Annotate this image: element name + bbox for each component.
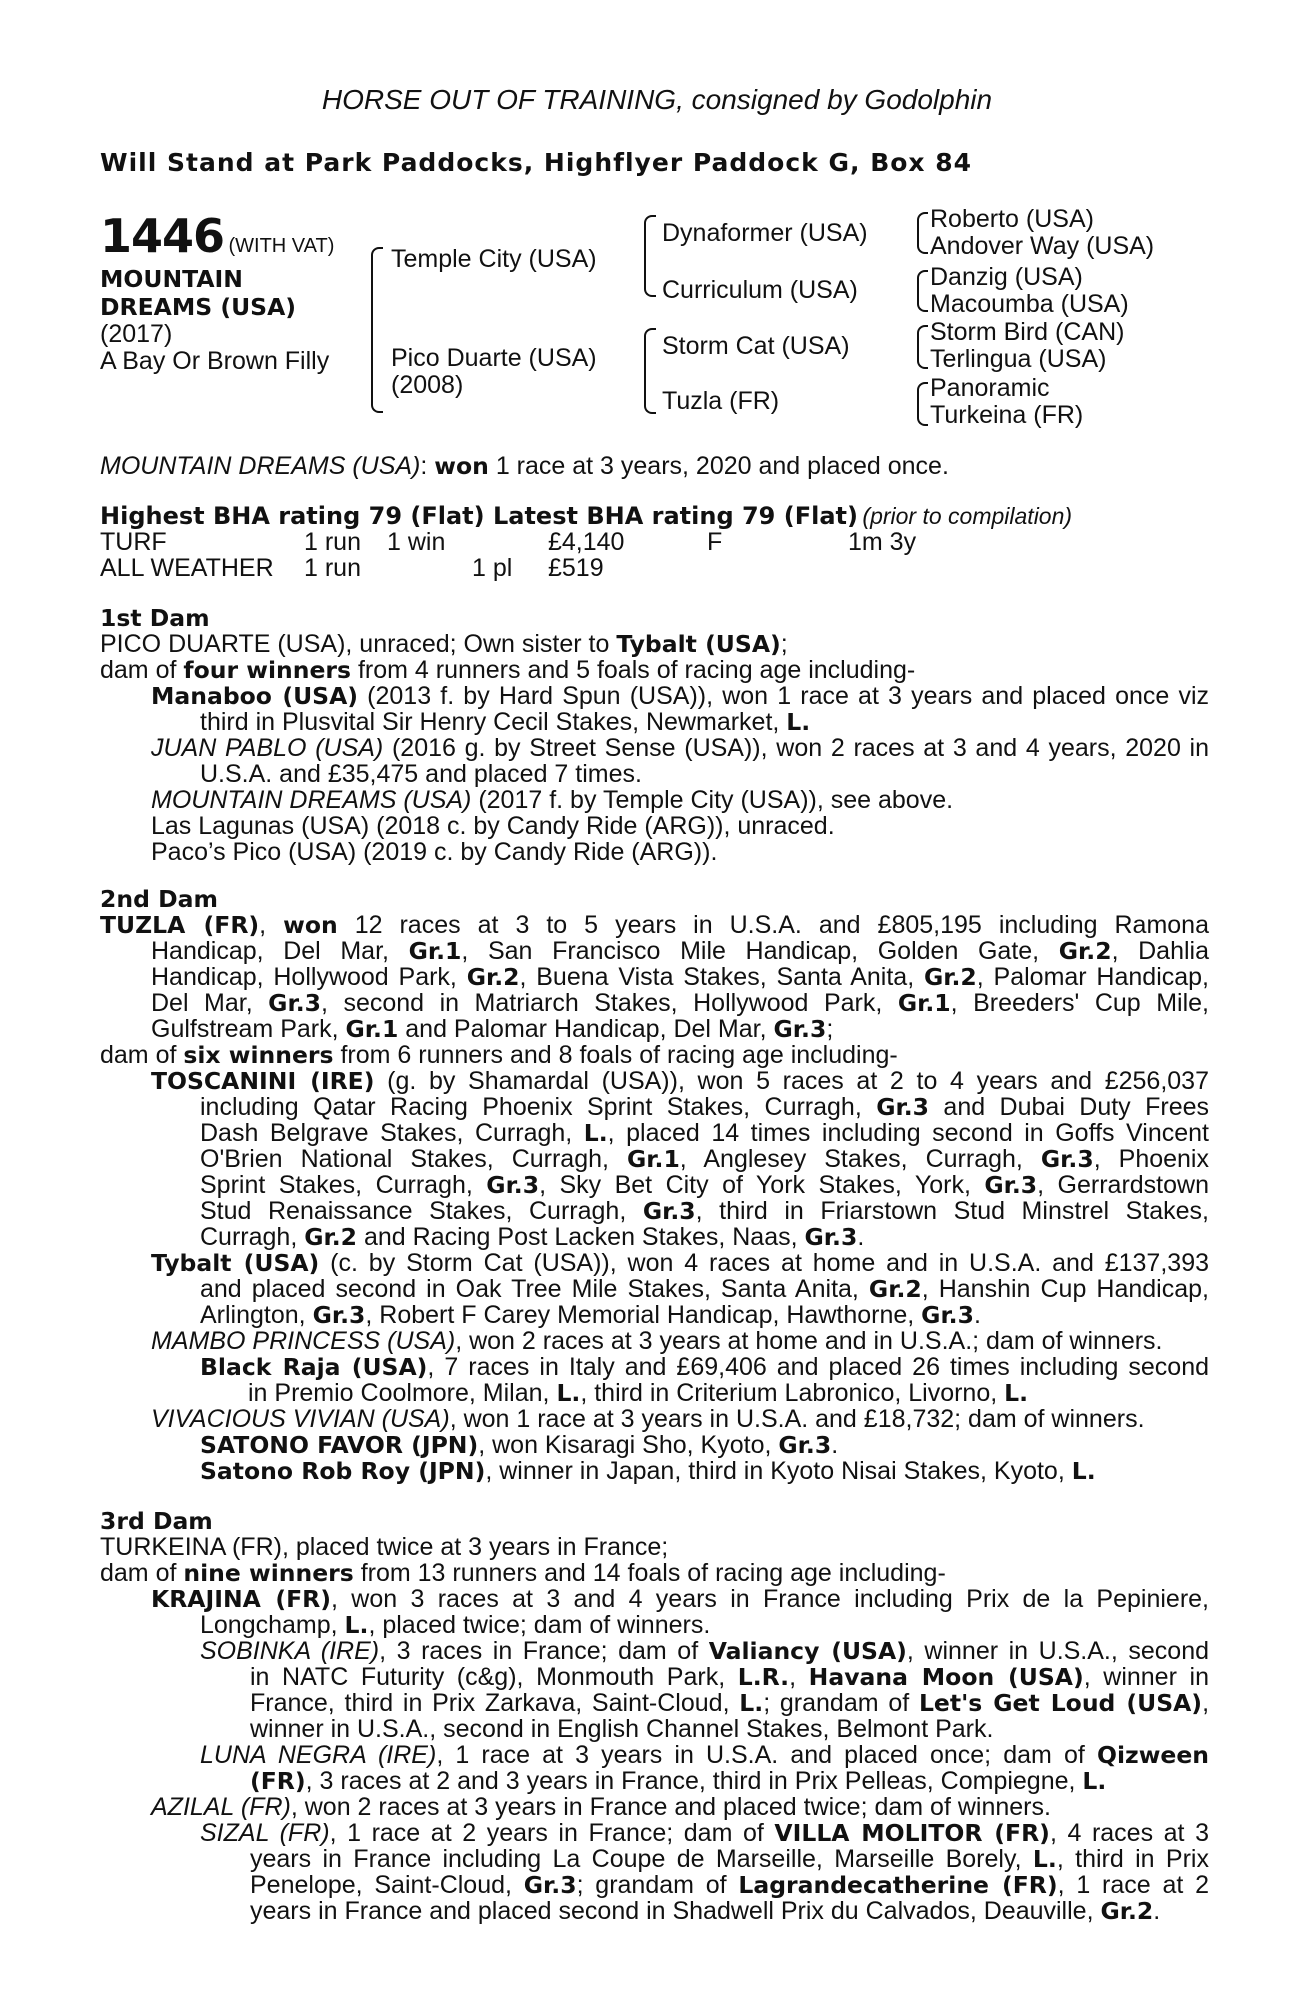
text-span: , 3 races at 2 and 3 years in France, third in Prix Pelleas, Compiegne, [305,1767,1083,1795]
summary-won: won [434,452,489,480]
text-span: including Qatar Racing Phoenix Sprint Stakes, Curragh, [200,1093,877,1121]
text-span: in Premio Coolmore, Milan, [248,1379,557,1407]
text-span: and Dubai Duty Frees [929,1093,1209,1121]
text-span: MOUNTAIN DREAMS (USA) [151,786,472,814]
text-span: Las Lagunas (USA) (2018 c. by Candy Ride (ARG)), unraced. [151,812,835,840]
text-span: , Dahlia [1111,937,1210,965]
dam2-line [200,1432,838,1458]
text-span: third in Plusvital Sir Henry Cecil Stakes, Newmarket, [200,708,787,736]
text-span: , 4 races at 3 [1049,1819,1209,1847]
text-span: Lagrandecatherine (FR) [738,1871,1058,1899]
dam3-line [250,1846,1209,1872]
places: 1 pl [472,554,513,582]
bracket [917,403,928,426]
text-span: , second in Matriarch Stakes, Hollywood Park, [320,989,898,1017]
dam1-line [151,813,835,839]
text-span: , Palomar Handicap, [976,963,1210,991]
bracket [917,382,928,405]
text-span: , won 1 race at 3 years in U.S.A. and £18,732; dam of winners. [449,1405,1145,1433]
bracket [644,255,656,297]
text-span: dam of [100,656,184,684]
text-span: Handicap, Hollywood Park, [151,963,467,991]
prize: £4,140 [548,528,625,556]
pedigree-sdd: Macoumba (USA) [930,290,1129,318]
text-span: , San Francisco Mile Handicap, Golden Gate, [461,937,1059,965]
text-span: , Gerrardstown [1037,1171,1209,1199]
dam2-line [200,1120,1209,1146]
text-span: Qizween [1096,1741,1210,1769]
pedigree-dam-dam: Tuzla (FR) [662,387,780,415]
text-span: TOSCANINI (IRE) [151,1067,375,1095]
dam3-line [200,1612,710,1638]
lot-year: (2017) [100,320,173,348]
summary-horse-name: MOUNTAIN DREAMS (USA) [100,452,421,480]
text-span: , 3 races in France; dam of [379,1637,709,1665]
bracket [917,325,928,348]
text-span: Gr.3 [312,1301,366,1329]
text-span: SOBINKA (IRE) [200,1637,380,1665]
dam2-line [200,1146,1209,1172]
text-span: Gr.3 [984,1171,1038,1199]
text-span: Black Raja (USA) [200,1353,428,1381]
dam3-line [250,1898,1160,1924]
text-span: , 1 race at 2 [1057,1871,1210,1899]
pedigree-ddd: Turkeina (FR) [930,401,1084,429]
text-span: Gr.3 [773,1015,827,1043]
text-span: , 7 races in Italy and £69,406 and placed 26 times including second [427,1353,1209,1381]
text-span: Gr.1 [626,1145,680,1173]
text-span: L. [1071,1457,1096,1485]
pedigree-ssd: Andover Way (USA) [930,232,1155,260]
text-span: L. [1032,1845,1057,1873]
bracket [917,346,928,369]
text-span: Gr.1 [897,989,951,1017]
text-span: Sprint Stakes, Curragh, [200,1171,487,1199]
text-span: Let's Get Loud (USA) [918,1689,1203,1717]
text-span: JUAN PABLO (USA) [151,734,384,762]
text-span: , Robert F Carey Memorial Handicap, Hawthorne, [365,1301,922,1329]
text-span: ; grandam of [576,1871,739,1899]
text-span: Gr.3 [778,1431,832,1459]
bracket [917,232,928,254]
text-span: , winner in U.S.A., second [906,1637,1209,1665]
dam2-line [200,1276,1209,1302]
dam3-line [200,1742,1209,1768]
text-span: Gr.3 [523,1871,577,1899]
summary-colon: : [420,452,435,480]
text-span: and Palomar Handicap, Del Mar, [398,1015,774,1043]
pedigree-sds: Danzig (USA) [930,263,1083,291]
text-span: , 1 race at 2 years in France; dam of [329,1819,775,1847]
text-span: nine winners [183,1559,354,1587]
text-span: Satono Rob Roy (JPN) [200,1457,486,1485]
section-heading: 1st Dam [100,604,210,632]
dam2-line [151,1250,1209,1276]
text-span: Manaboo (USA) [151,682,359,710]
text-span: Valiancy (USA) [708,1637,907,1665]
dam3-line [250,1716,993,1742]
text-span: , [789,1663,809,1691]
text-span: 12 races at 3 to 5 years in U.S.A. and £805,195 including Ramona [337,911,1209,939]
text-span: Gr.3 [486,1171,540,1199]
text-span: and placed second in Oak Tree Mile Stakes, Santa Anita, [200,1275,869,1303]
text-span: U.S.A. and £35,475 and placed 7 times. [200,760,642,788]
pedigree-dsd: Terlingua (USA) [930,345,1107,373]
text-span: Gulfstream Park, [151,1015,346,1043]
pedigree-dss: Storm Bird (CAN) [930,318,1125,346]
text-span: six winners [183,1041,334,1069]
pedigree-sire: Temple City (USA) [391,245,597,273]
text-span: L. [583,1119,608,1147]
text-span: , [259,911,284,939]
text-span: in NATC Futurity (c&g), Monmouth Park, [250,1663,738,1691]
text-span: TURKEINA (FR), placed twice at 3 years in France; [100,1533,669,1561]
text-span: AZILAL (FR) [151,1793,291,1821]
text-span: TUZLA (FR) [100,911,260,939]
text-span: , [1202,1689,1210,1717]
dam3-line [151,1586,1209,1612]
bracket [917,212,928,234]
summary-rest: 1 race at 3 years, 2020 and placed once. [488,452,949,480]
dam2-line [200,1458,1096,1484]
text-span: ; grandam of [763,1689,919,1717]
text-span: , won 2 races at 3 years in France and placed twice; dam of winners. [290,1793,1051,1821]
lot-name-line1: MOUNTAIN [100,265,243,293]
dam3-line [250,1768,1106,1794]
text-span: , Buena Vista Stakes, Santa Anita, [519,963,924,991]
catalogue-title: HORSE OUT OF TRAINING, consigned by Godolphin [321,84,993,115]
text-span: Gr.3 [876,1093,930,1121]
text-span: Gr.2 [923,963,977,991]
dam1-line [151,735,1209,761]
text-span: Gr.2 [868,1275,922,1303]
text-span: Gr.2 [1058,937,1112,965]
text-span: (g. by Shamardal (USA)), won 5 races at 2 to 4 years and £256,037 [374,1067,1209,1095]
text-span: L.R. [737,1663,790,1691]
text-span: dam of [100,1041,184,1069]
text-span: ; [826,1015,834,1043]
text-span: , Sky Bet City of York Stakes, York, [539,1171,985,1199]
race-summary [100,452,949,480]
surface: ALL WEATHER [100,554,274,582]
bracket [644,370,656,414]
text-span: Tybalt (USA) [616,630,781,658]
text-span: L. [1004,1379,1029,1407]
bracket [917,290,928,312]
text-span: , third in Criterium Labronico, Livorno, [580,1379,1005,1407]
text-span: Handicap, Del Mar, [151,937,409,965]
dam2-line [200,1172,1209,1198]
text-span: PICO DUARTE (USA), unraced; Own sister to [100,630,617,658]
text-span: (2017 f. by Temple City (USA)), see above. [471,786,954,814]
dam2-line [151,1406,1145,1432]
dam1-line [151,683,1209,709]
dam2-line [200,1198,1209,1224]
bracket [371,329,383,413]
text-span: , Breeders' Cup Mile, [950,989,1209,1017]
text-span: , winner in Japan, third in Kyoto Nisai Stakes, Kyoto, [485,1457,1072,1485]
text-span: . [973,1301,981,1329]
dam3-line [151,1794,1051,1820]
text-span: Gr.2 [304,1223,358,1251]
text-span: VIVACIOUS VIVIAN (USA) [151,1405,450,1433]
text-span: Dash Belgrave Stakes, Curragh, [200,1119,584,1147]
bracket [371,247,383,331]
text-span: MAMBO PRINCESS (USA) [151,1327,456,1355]
text-span: Gr.3 [268,989,321,1017]
pedigree-dam-sire: Storm Cat (USA) [662,332,850,360]
vat-note: (WITH VAT) [228,235,335,257]
text-span: KRAJINA (FR) [151,1585,332,1613]
text-span: Gr.1 [408,937,462,965]
text-span: Arlington, [200,1301,313,1329]
dam2-line [200,1224,864,1250]
pedigree-sire-dam: Curriculum (USA) [662,276,858,304]
text-span: O'Brien National Stakes, Curragh, [200,1145,627,1173]
dam2-line [151,1328,1163,1354]
dam2-line [200,1302,981,1328]
text-span: L. [556,1379,581,1407]
text-span: L. [786,708,811,736]
text-span: , 1 race at 3 years in U.S.A. and placed once; dam of [436,1741,1097,1769]
ratings-text: Highest BHA rating 79 (Flat) Latest BHA rating 79 (Flat) [100,502,858,530]
stand-location: Will Stand at Park Paddocks, Highflyer Paddock G, Box 84 [100,148,973,177]
text-span: Gr.3 [921,1301,974,1329]
pedigree-dds: Panoramic [930,374,1050,402]
text-span: and Racing Post Lacken Stakes, Naas, [357,1223,805,1251]
text-span: years in France and placed second in Shadwell Prix du Calvados, Deauville, [250,1897,1101,1925]
bracket [644,215,656,257]
text-span: ; [780,630,788,658]
bracket [644,328,656,372]
text-span: France, third in Prix Zarkava, Saint-Cloud, [250,1689,740,1717]
text-span: Gr.2 [466,963,520,991]
lot-number: 1446 [100,209,225,263]
pedigree-sss: Roberto (USA) [930,205,1094,233]
runs: 1 run [304,554,361,582]
text-span: L. [344,1611,369,1639]
section-heading: 3rd Dam [100,1507,213,1535]
dam2-line [151,1068,1209,1094]
text-span: Penelope, Saint-Cloud, [250,1871,524,1899]
dam1-line [200,709,810,735]
text-span: LUNA NEGRA (IRE) [200,1741,437,1769]
text-span: Paco’s Pico (USA) (2019 c. by Candy Ride (ARG)). [151,838,718,866]
dam3-line [250,1872,1209,1898]
dam2-line [248,1380,1028,1406]
dam2-line [200,1094,1209,1120]
distance: 1m 3y [848,528,917,556]
text-span: , won 3 races at 3 and 4 years in France including Prix de la Pepiniere, [331,1585,1209,1613]
dam2-line [151,1016,833,1042]
section-heading: 2nd Dam [100,885,218,913]
text-span: Tybalt (USA) [151,1249,320,1277]
text-span: , Anglesey Stakes, Curragh, [679,1145,1041,1173]
dam3-line [200,1638,1209,1664]
text-span: , Phoenix [1093,1145,1209,1173]
dam3-line [200,1820,1209,1846]
dam3-line [250,1664,1209,1690]
text-span: VILLA MOLITOR (FR) [774,1819,1050,1847]
text-span: , third in Friarstown Stud Minstrel Stakes, [695,1197,1210,1225]
runs: 1 run [304,528,361,556]
text-span: Gr.3 [804,1223,858,1251]
text-span: , winner in [1083,1663,1209,1691]
text-span: Gr.3 [1040,1145,1094,1173]
text-span: Stud Renaissance Stakes, Curragh, [200,1197,643,1225]
ratings-note: (prior to compilation) [862,503,1073,529]
dam1-line [151,787,953,813]
dam2-line [100,912,1209,938]
lot-name-line2: DREAMS (USA) [100,293,297,321]
text-span: Curragh, [200,1223,305,1251]
text-span: won [283,911,338,939]
text-span: L. [1082,1767,1107,1795]
text-span: dam of [100,1559,184,1587]
prize: £519 [548,554,604,582]
text-span: winner in U.S.A., second in English Channel Stakes, Belmont Park. [250,1715,994,1743]
dam3-line [100,1534,668,1560]
text-span: , won 2 races at 3 years at home and in U.S.A.; dam of winners. [455,1327,1163,1355]
text-span: Gr.3 [642,1197,696,1225]
text-span: years in France including La Coupe de Marseille, Marseille Borely, [250,1845,1033,1873]
text-span: . [831,1431,839,1459]
dam1-line [151,839,717,865]
dam1-line [100,631,788,657]
text-span: Gr.1 [345,1015,399,1043]
text-span: from 6 runners and 8 foals of racing age including- [333,1041,898,1069]
text-span: from 13 runners and 14 foals of racing age including- [353,1559,946,1587]
dam3-line [100,1560,946,1586]
pedigree-dam-year: (2008) [391,371,464,399]
text-span: (2016 g. by Street Sense (USA)), won 2 races at 3 and 4 years, 2020 in [383,734,1210,762]
text-span: . [1153,1897,1161,1925]
text-span: , won Kisaragi Sho, Kyoto, [478,1431,779,1459]
text-span: (c. by Storm Cat (USA)), won 4 races at home and in U.S.A. and £137,393 [319,1249,1209,1277]
dam2-line [100,1042,898,1068]
text-span: L. [739,1689,764,1717]
pedigree-sire-sire: Dynaformer (USA) [662,219,868,247]
dam1-line [200,761,642,787]
text-span: , third in Prix [1056,1845,1209,1873]
text-span: four winners [183,656,351,684]
dam3-line [250,1690,1209,1716]
lot-number-line [100,209,334,263]
text-span: Gr.2 [1100,1897,1154,1925]
text-span: SIZAL (FR) [200,1819,330,1847]
dam2-line [151,964,1209,990]
pedigree-dam: Pico Duarte (USA) [391,344,597,372]
dam2-line [151,990,1209,1016]
text-span: (2013 f. by Hard Spun (USA)), won 1 race at 3 years and placed once viz [358,682,1209,710]
text-span: , placed twice; dam of winners. [368,1611,711,1639]
wins: 1 win [387,528,446,556]
lot-description: A Bay Or Brown Filly [100,347,330,375]
text-span: , Hanshin Cup Handicap, [921,1275,1209,1303]
text-span: SATONO FAVOR (JPN) [200,1431,479,1459]
text-span: from 4 runners and 5 foals of racing age including- [351,656,916,684]
text-span: , placed 14 times including second in Goffs Vincent [607,1119,1209,1147]
text-span: . [857,1223,865,1251]
text-span: Havana Moon (USA) [808,1663,1084,1691]
race-code: F [707,528,723,556]
bracket [917,270,928,292]
dam2-line [200,1354,1209,1380]
dam1-line [100,657,915,683]
text-span: Del Mar, [151,989,269,1017]
surface: TURF [100,528,167,556]
text-span: (FR) [250,1767,306,1795]
dam2-line [151,938,1209,964]
text-span: Longchamp, [200,1611,345,1639]
